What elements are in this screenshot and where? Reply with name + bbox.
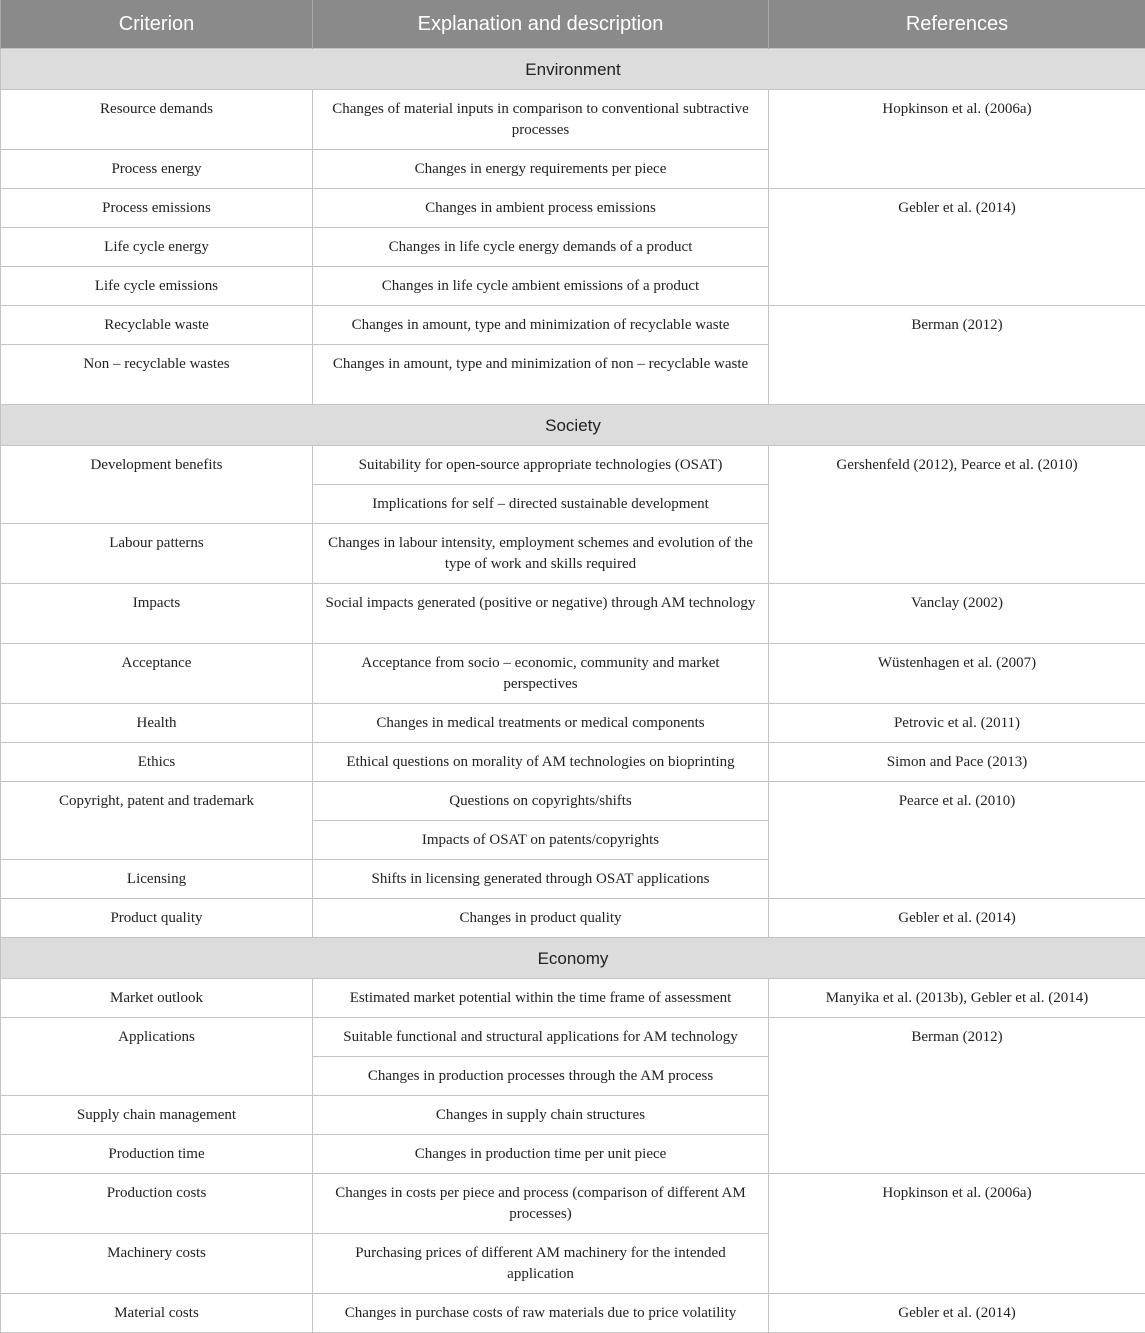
explanation-cell: Changes in amount, type and minimization of recyclable waste [313, 306, 769, 345]
table-row [1, 446, 1145, 485]
reference-cell: Manyika et al. (2013b), Gebler et al. (2014) [769, 979, 1145, 1018]
reference-cell: Berman (2012) [769, 1018, 1145, 1174]
explanation-cell: Changes in purchase costs of raw materials due to price volatility [313, 1294, 769, 1333]
reference-cell: Berman (2012) [769, 306, 1145, 405]
table-row [1, 1018, 1145, 1057]
explanation-cell: Impacts of OSAT on patents/copyrights [313, 821, 769, 860]
criterion-cell: Life cycle emissions [1, 267, 313, 306]
explanation-cell: Shifts in licensing generated through OSAT applications [313, 860, 769, 899]
criterion-cell: Process energy [1, 150, 313, 189]
criterion-cell: Impacts [1, 584, 313, 644]
criterion-cell: Life cycle energy [1, 228, 313, 267]
table-row [1, 90, 1145, 150]
header-row [1, 0, 1145, 49]
explanation-cell: Changes in ambient process emissions [313, 189, 769, 228]
header-criterion: Criterion [1, 0, 313, 49]
explanation-cell: Changes in life cycle ambient emissions of a product [313, 267, 769, 306]
section-row-economy [1, 938, 1145, 979]
section-title: Economy [1, 938, 1145, 979]
table-row [1, 584, 1145, 644]
section-title: Environment [1, 49, 1145, 90]
criterion-cell: Ethics [1, 743, 313, 782]
section-row-society [1, 405, 1145, 446]
criterion-cell: Market outlook [1, 979, 313, 1018]
criterion-cell: Resource demands [1, 90, 313, 150]
criterion-cell: Labour patterns [1, 524, 313, 584]
criterion-cell: Development benefits [1, 446, 313, 524]
section-title: Society [1, 405, 1145, 446]
explanation-cell: Changes in amount, type and minimization of non – recyclable waste [313, 345, 769, 405]
criterion-cell: Production time [1, 1135, 313, 1174]
explanation-cell: Ethical questions on morality of AM technologies on bioprinting [313, 743, 769, 782]
reference-cell: Gebler et al. (2014) [769, 1294, 1145, 1333]
table-row [1, 782, 1145, 821]
criterion-cell: Process emissions [1, 189, 313, 228]
criterion-cell: Acceptance [1, 644, 313, 704]
table-row [1, 189, 1145, 228]
explanation-cell: Changes in product quality [313, 899, 769, 938]
explanation-cell: Changes in costs per piece and process (comparison of different AM processes) [313, 1174, 769, 1234]
explanation-cell: Implications for self – directed sustainable development [313, 485, 769, 524]
criterion-cell: Copyright, patent and trademark [1, 782, 313, 860]
reference-cell: Gershenfeld (2012), Pearce et al. (2010) [769, 446, 1145, 584]
criterion-cell: Non – recyclable wastes [1, 345, 313, 405]
reference-cell: Gebler et al. (2014) [769, 189, 1145, 306]
reference-cell: Hopkinson et al. (2006a) [769, 90, 1145, 189]
criterion-cell: Health [1, 704, 313, 743]
criterion-cell: Production costs [1, 1174, 313, 1234]
table-row [1, 644, 1145, 704]
criterion-cell: Product quality [1, 899, 313, 938]
reference-cell: Vanclay (2002) [769, 584, 1145, 644]
table-row [1, 743, 1145, 782]
table-row [1, 1174, 1145, 1234]
reference-cell: Hopkinson et al. (2006a) [769, 1174, 1145, 1294]
criterion-cell: Recyclable waste [1, 306, 313, 345]
criterion-cell: Machinery costs [1, 1234, 313, 1294]
criterion-cell: Material costs [1, 1294, 313, 1333]
explanation-cell: Questions on copyrights/shifts [313, 782, 769, 821]
table-row [1, 899, 1145, 938]
criterion-cell: Licensing [1, 860, 313, 899]
table-row [1, 979, 1145, 1018]
explanation-cell: Estimated market potential within the time frame of assessment [313, 979, 769, 1018]
reference-cell: Simon and Pace (2013) [769, 743, 1145, 782]
explanation-cell: Suitability for open-source appropriate technologies (OSAT) [313, 446, 769, 485]
explanation-cell: Changes in energy requirements per piece [313, 150, 769, 189]
explanation-cell: Changes in labour intensity, employment schemes and evolution of the type of work and skills required [313, 524, 769, 584]
table-row [1, 1294, 1145, 1333]
explanation-cell: Changes in medical treatments or medical components [313, 704, 769, 743]
section-row-environment [1, 49, 1145, 90]
explanation-cell: Social impacts generated (positive or negative) through AM technology [313, 584, 769, 644]
reference-cell: Pearce et al. (2010) [769, 782, 1145, 899]
explanation-cell: Acceptance from socio – economic, community and market perspectives [313, 644, 769, 704]
criterion-cell: Applications [1, 1018, 313, 1096]
header-references: References [769, 0, 1145, 49]
reference-cell: Gebler et al. (2014) [769, 899, 1145, 938]
explanation-cell: Changes in production time per unit piece [313, 1135, 769, 1174]
explanation-cell: Changes in supply chain structures [313, 1096, 769, 1135]
explanation-cell: Purchasing prices of different AM machinery for the intended application [313, 1234, 769, 1294]
table-row [1, 704, 1145, 743]
explanation-cell: Changes in life cycle energy demands of a product [313, 228, 769, 267]
reference-cell: Petrovic et al. (2011) [769, 704, 1145, 743]
table-row [1, 306, 1145, 345]
explanation-cell: Changes of material inputs in comparison to conventional subtractive processes [313, 90, 769, 150]
criterion-cell: Supply chain management [1, 1096, 313, 1135]
explanation-cell: Suitable functional and structural applications for AM technology [313, 1018, 769, 1057]
explanation-cell: Changes in production processes through the AM process [313, 1057, 769, 1096]
reference-cell: Wüstenhagen et al. (2007) [769, 644, 1145, 704]
header-explanation: Explanation and description [313, 0, 769, 49]
